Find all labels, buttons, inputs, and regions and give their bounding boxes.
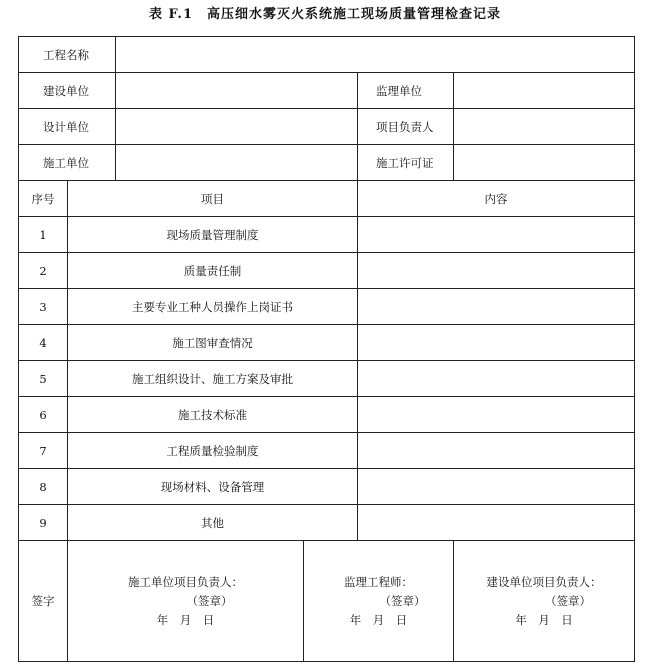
- row-content[interactable]: [358, 217, 635, 253]
- design-unit-label: 设计单位: [19, 109, 116, 145]
- builder-role: 施工单位项目负责人：: [128, 574, 243, 589]
- row-content[interactable]: [358, 397, 635, 433]
- table-row: [19, 397, 635, 433]
- row-item: 主要专业工种人员操作上岗证书: [68, 289, 358, 325]
- row-number: 8: [19, 469, 68, 505]
- row-content[interactable]: [358, 361, 635, 397]
- row-content[interactable]: [358, 325, 635, 361]
- row-number: 9: [19, 505, 68, 541]
- owner-signature-block[interactable]: [454, 541, 635, 662]
- builder-signature-block[interactable]: [68, 541, 304, 662]
- supervisor-signature-block[interactable]: [304, 541, 454, 662]
- row-content[interactable]: [358, 469, 635, 505]
- supervisor-date: 年 月 日: [349, 612, 408, 627]
- table-row: [19, 217, 635, 253]
- supervision-unit-label: 监理单位: [358, 73, 454, 109]
- construction-permit-label: 施工许可证: [358, 145, 454, 181]
- table-row: [19, 469, 635, 505]
- builder-date: 年 月 日: [156, 612, 215, 627]
- project-leader-value[interactable]: [454, 109, 635, 145]
- content-header: 内容: [358, 181, 635, 217]
- construction-unit-label: 建设单位: [19, 73, 116, 109]
- table-number: 表 F.1: [148, 7, 193, 22]
- construction-unit-value[interactable]: [116, 73, 358, 109]
- project-name-label: 工程名称: [19, 37, 116, 73]
- row-item: 工程质量检验制度: [68, 433, 358, 469]
- builder-stamp: （签章）: [186, 593, 233, 608]
- table-caption: 高压细水雾灭火系统施工现场质量管理检查记录: [207, 7, 502, 22]
- signature-label: 签字: [19, 541, 68, 662]
- row-number: 7: [19, 433, 68, 469]
- row-content[interactable]: [358, 289, 635, 325]
- row-number: 5: [19, 361, 68, 397]
- seq-header: 序号: [19, 181, 68, 217]
- table-row: [19, 433, 635, 469]
- row-item: 施工图审查情况: [68, 325, 358, 361]
- row-content[interactable]: [358, 253, 635, 289]
- row-number: 3: [19, 289, 68, 325]
- project-name-value[interactable]: [116, 37, 635, 73]
- table-row: [19, 505, 635, 541]
- owner-date: 年 月 日: [515, 612, 573, 627]
- table-row: [19, 289, 635, 325]
- builder-unit-value[interactable]: [116, 145, 358, 181]
- design-unit-value[interactable]: [116, 109, 358, 145]
- row-number: 4: [19, 325, 68, 361]
- row-item: 现场材料、设备管理: [68, 469, 358, 505]
- table-row: [19, 325, 635, 361]
- row-content[interactable]: [358, 433, 635, 469]
- supervisor-stamp: （签章）: [379, 593, 426, 608]
- row-item: 现场质量管理制度: [68, 217, 358, 253]
- row-item: 施工组织设计、施工方案及审批: [68, 361, 358, 397]
- supervision-unit-value[interactable]: [454, 73, 635, 109]
- row-number: 6: [19, 397, 68, 433]
- project-leader-label: 项目负责人: [358, 109, 454, 145]
- table-row: [19, 253, 635, 289]
- supervisor-role: 监理工程师：: [344, 574, 413, 589]
- row-number: 1: [19, 217, 68, 253]
- construction-permit-value[interactable]: [454, 145, 635, 181]
- row-item: 施工技术标准: [68, 397, 358, 433]
- signature-row: [19, 541, 635, 662]
- table-title: [0, 3, 650, 22]
- table-row: [19, 361, 635, 397]
- builder-unit-label: 施工单位: [19, 145, 116, 181]
- quality-check-table: [18, 36, 635, 662]
- row-content[interactable]: [358, 505, 635, 541]
- owner-stamp: （签章）: [545, 593, 591, 608]
- row-item: 质量责任制: [68, 253, 358, 289]
- item-header: 项目: [68, 181, 358, 217]
- row-item: 其他: [68, 505, 358, 541]
- owner-role: 建设单位项目负责人：: [486, 574, 602, 589]
- row-number: 2: [19, 253, 68, 289]
